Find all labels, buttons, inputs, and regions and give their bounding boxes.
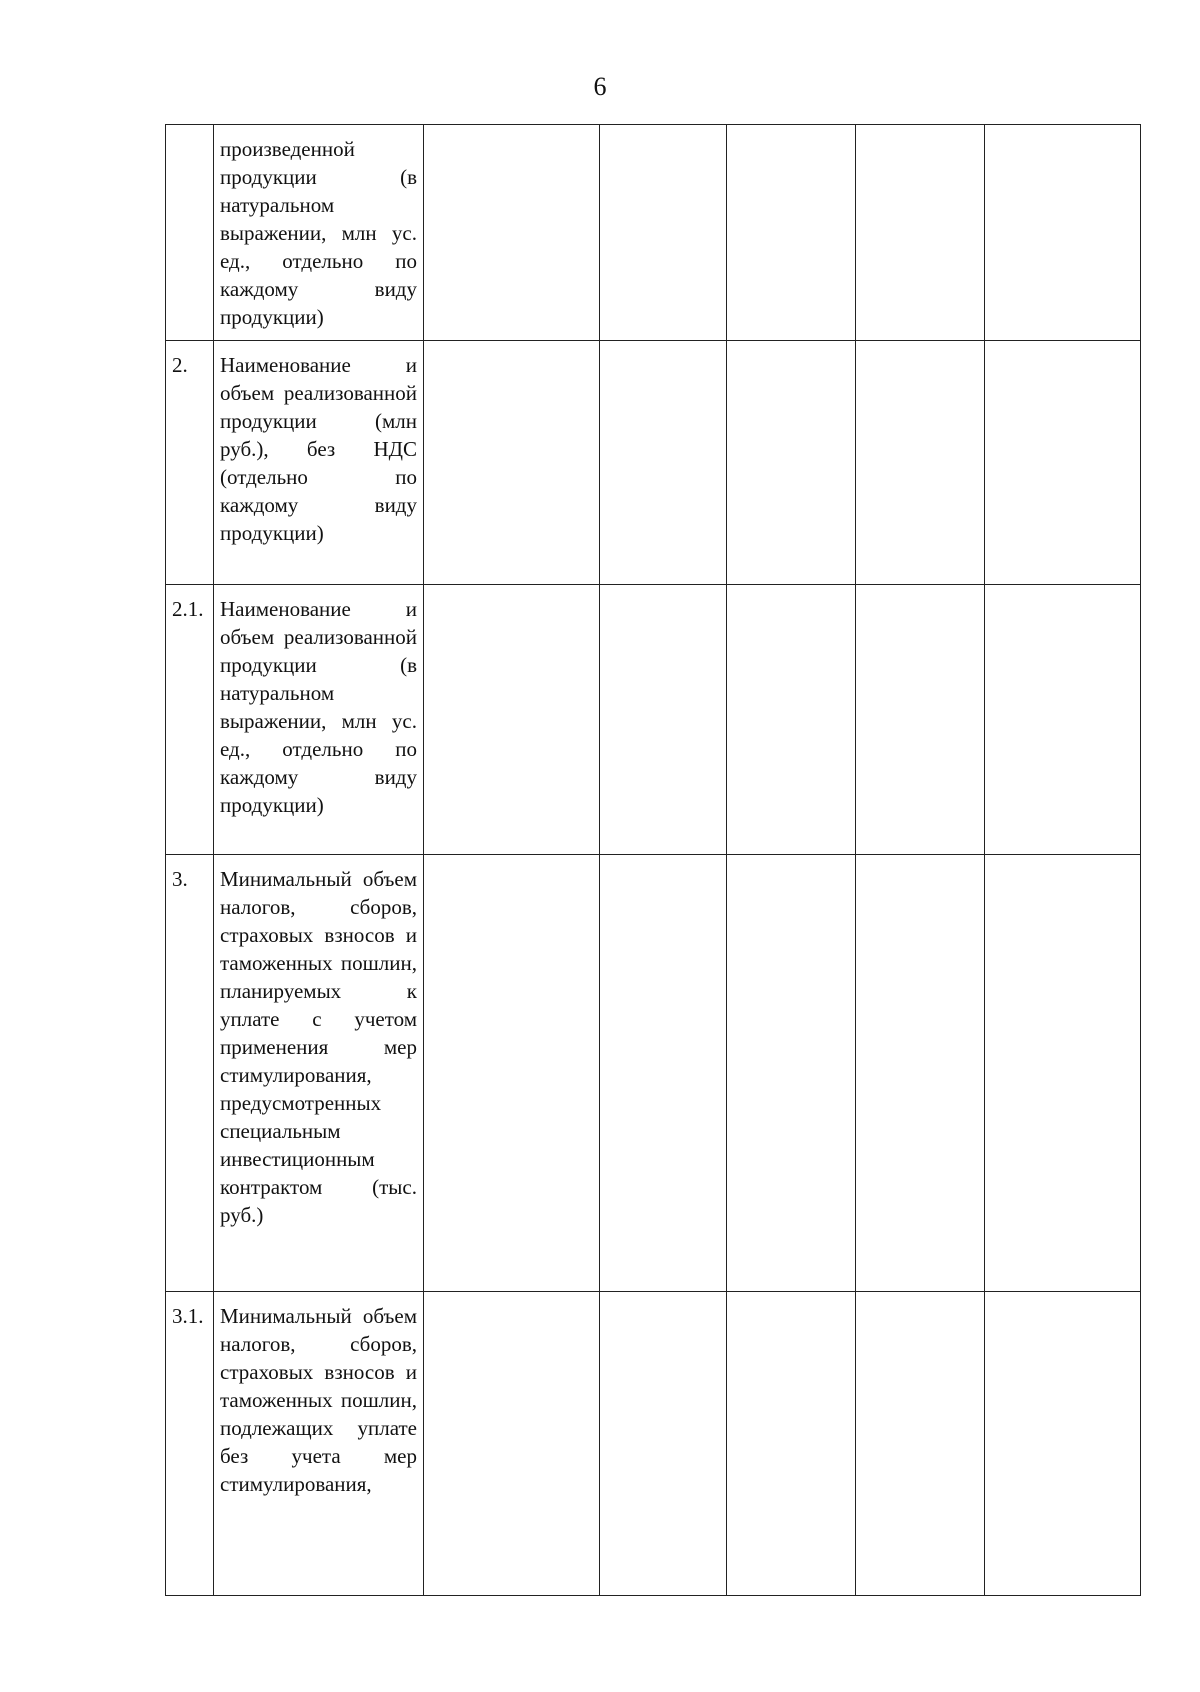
table-row [166,341,1141,585]
value-cell [727,125,856,341]
indicator-name-cell [214,125,424,341]
table-row [166,1292,1141,1596]
indicators-table [165,124,1141,1596]
value-cell [856,341,985,585]
table-row [166,125,1141,341]
value-cell [727,855,856,1292]
indicator-name: произведенной продукции (в натуральном выражении, млн ус. ед., отдельно по каждому виду продукции) [220,137,417,329]
row-number: 3.1. [166,1292,214,1596]
table-row [166,585,1141,855]
row-number: 2.1. [166,585,214,855]
value-cell [600,341,727,585]
table-row [166,855,1141,1292]
page-number: 6 [593,72,607,101]
indicator-name-cell [214,341,424,585]
value-cell [856,585,985,855]
value-cell [727,1292,856,1596]
indicator-name: Наименование и объем реализованной продукции (в натуральном выражении, млн ус. ед., отдельно по каждому виду продукции) [220,597,417,817]
row-number [166,125,214,341]
value-cell [424,125,600,341]
value-cell [856,855,985,1292]
value-cell [424,341,600,585]
value-cell [985,125,1141,341]
value-cell [727,341,856,585]
indicator-name: Минимальный объем налогов, сборов, страховых взносов и таможенных пошлин, планируемых к уплате с учетом применения мер стимулирования, предусмотренных специальным инвестиционным контрактом (тыс. руб.) [220,867,417,1227]
value-cell [985,341,1141,585]
value-cell [856,125,985,341]
value-cell [727,585,856,855]
indicator-name-cell [214,585,424,855]
indicator-name: Наименование и объем реализованной продукции (млн руб.), без НДС (отдельно по каждому виду продукции) [220,353,417,545]
value-cell [985,1292,1141,1596]
value-cell [424,855,600,1292]
value-cell [600,1292,727,1596]
indicator-name: Минимальный объем налогов, сборов, страховых взносов и таможенных пошлин, подлежащих уплате без учета мер стимулирования, [220,1304,417,1496]
value-cell [985,585,1141,855]
row-number: 2. [166,341,214,585]
value-cell [856,1292,985,1596]
value-cell [985,855,1141,1292]
value-cell [600,125,727,341]
value-cell [600,585,727,855]
value-cell [600,855,727,1292]
indicator-name-cell [214,1292,424,1596]
row-number: 3. [166,855,214,1292]
value-cell [424,585,600,855]
value-cell [424,1292,600,1596]
indicator-name-cell [214,855,424,1292]
